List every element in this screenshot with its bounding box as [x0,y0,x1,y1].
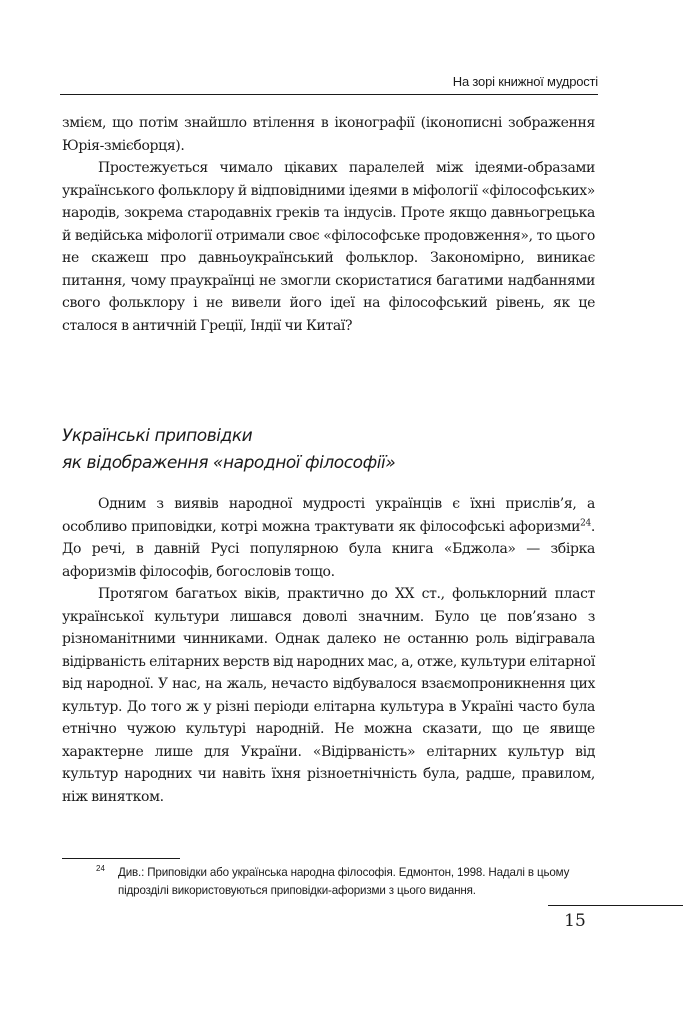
paragraph-continuation: змієм, що потім знайшло втілення в іконографії (іконописні зображення Юрія-змієборця). [62,115,595,154]
section-main-text [62,493,595,808]
footer-rule [548,905,683,906]
footnote-number: 24 [96,864,105,873]
paragraph-folklore-layer: Протягом багатьох віків, практично до ХХ ст., фольклорний пласт української культури лишався доволі значним. Було це пов’язано з різноманітними чинниками. Однак далеко не останню роль відігравала відірваність елітарних верств від народних мас, а, отже, культури елітарної від народної. У нас, на жаль, нечасто відбувалося взаємопроникнення цих культур. До того ж у різні періоди елітарна культура в Україні часто була етнічно чужою культурі народній. Не можна сказати, що це явище характерне лише для України. «Відірваність» елітарних культур від культур народних чи навіть їхня різноетнічність була, радше, правилом, ніж винятком. [62,586,595,805]
page-number: 15 [564,911,586,931]
section-heading [62,423,595,477]
paragraph-proverbs-part2: . До речі, в давній Русі популярною була книга «Бджола» — збірка афоризмів філософів, богословів тощо. [62,518,595,580]
section-heading-line-2: як відображення «народної філософії» [62,453,396,473]
header-rule [60,94,598,95]
section-heading-line-1: Українські приповідки [62,426,253,446]
paragraph-proverbs-part1: Одним з виявів народної мудрості українців є їхні прислів’я, а особливо приповідки, котрі можна трактувати як філософські афоризми [62,496,595,535]
running-head: На зорі книжної мудрості [452,74,598,89]
section-intro-text [62,112,595,337]
paragraph-parallels: Простежується чимало цікавих паралелей між ідеями-образами українського фольклору й відповідними ідеями в міфології «філософських» народів, зокрема стародавніх греків та індусів. Проте якщо давньогрецька й ведійська міфології отримали своє «філософське продовження», то цього не скажеш про давньоукраїнський фольклор. Закономірно, виникає питання, чому праукраїнці не змогли скористатися багатими надбаннями свого фольклору і не вивели його ідеї на філософський рівень, як це сталося в античній Греції, Індії чи Китаї? [62,160,595,334]
footnote-reference: 24 [580,517,591,528]
paragraph-proverbs [62,493,595,583]
footnote-rule [62,858,180,859]
footnote-text: Див.: Приповідки або українська народна філософія. Едмонтон, 1998. Надалі в цьому підрозділі використовуються приповідки-афоризми з цього видання. [118,866,570,897]
